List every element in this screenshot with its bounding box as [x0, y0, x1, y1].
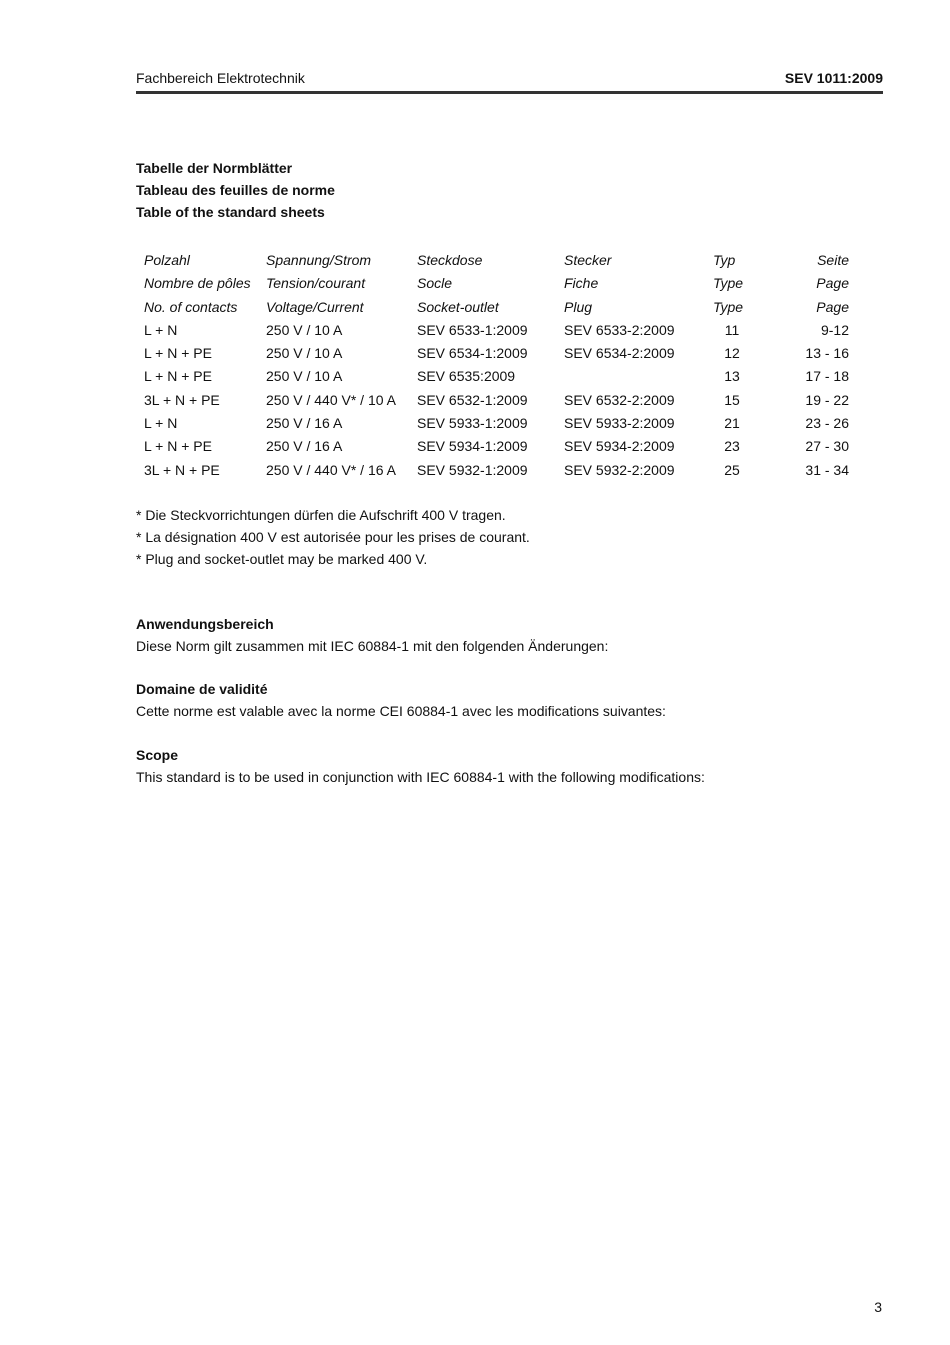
section-text: Diese Norm gilt zusammen mit IEC 60884-1 mit den folgenden Änderungen: [136, 638, 609, 654]
table-cell: 23 [724, 438, 740, 455]
table-cell: SEV 5933-1:2009 [417, 415, 528, 432]
table-cell: 21 [724, 415, 740, 432]
page-number: 3 [874, 1299, 882, 1315]
table-cell: L + N + PE [144, 438, 212, 455]
table-header-row [136, 272, 856, 295]
section-text: This standard is to be used in conjunction with IEC 60884-1 with the following modifications: [136, 769, 705, 785]
table-cell: SEV 6532-1:2009 [417, 391, 528, 408]
table-cell: 250 V / 10 A [266, 368, 343, 385]
table-header-cell: Spannung/Strom [266, 252, 372, 268]
table-cell: SEV 6535:2009 [417, 368, 516, 385]
table-cell: 250 V / 10 A [266, 321, 343, 338]
table-header-cell: Tension/courant [266, 275, 366, 292]
standard-sheets-table [136, 249, 856, 482]
table-cell: L + N + PE [144, 345, 212, 362]
table-cell: SEV 5933-2:2009 [564, 415, 675, 432]
table-cell: 13 - 16 [805, 345, 849, 362]
footnote-english: * Plug and socket-outlet may be marked 400 V. [136, 551, 428, 567]
table-header-cell: Type [713, 275, 744, 292]
table-header-cell: Plug [564, 298, 593, 315]
header-divider [136, 91, 883, 94]
table-row [136, 389, 856, 412]
table-cell: 250 V / 440 V* / 16 A [266, 461, 396, 478]
table-cell: L + N + PE [144, 368, 212, 385]
table-header-cell: Page [816, 298, 849, 315]
footnote-german: * Die Steckvorrichtungen dürfen die Aufschrift 400 V tragen. [136, 507, 506, 523]
table-cell: 17 - 18 [805, 368, 849, 385]
table-header-cell: Fiche [564, 275, 599, 292]
table-cell: 25 [724, 461, 740, 478]
table-header-cell: Stecker [564, 252, 612, 268]
header-document-id: SEV 1011:2009 [784, 70, 883, 86]
table-cell: 15 [724, 391, 740, 408]
table-cell: 11 [724, 321, 740, 338]
section-heading: Scope [136, 747, 179, 763]
table-header-cell: Seite [817, 252, 849, 268]
table-header-cell: Page [816, 275, 849, 292]
table-cell: 250 V / 440 V* / 10 A [266, 391, 396, 408]
table-cell: SEV 6532-2:2009 [564, 391, 675, 408]
section-heading: Anwendungsbereich [136, 616, 274, 632]
section-scope-german [136, 613, 608, 657]
table-cell: 12 [724, 345, 740, 362]
table-header-row [136, 296, 856, 319]
table-header-cell: Typ [713, 252, 736, 268]
title-english: Table of the standard sheets [136, 204, 325, 220]
table-row [136, 319, 856, 342]
table-cell: L + N [144, 415, 178, 432]
table-cell: 13 [724, 368, 740, 385]
footnote-french: * La désignation 400 V est autorisée pour les prises de courant. [136, 529, 530, 545]
table-cell: SEV 6533-1:2009 [417, 321, 528, 338]
table-cell: SEV 5934-2:2009 [564, 438, 675, 455]
table-header-cell: Nombre de pôles [144, 275, 251, 292]
title-french: Tableau des feuilles de norme [136, 182, 335, 198]
footnotes [136, 504, 530, 570]
table-cell: SEV 5932-2:2009 [564, 461, 675, 478]
table-cell: L + N [144, 321, 178, 338]
title-german: Tabelle der Normblätter [136, 160, 293, 176]
table-cell: 3L + N + PE [144, 391, 220, 408]
table-row [136, 412, 856, 435]
table-header-cell: Socle [417, 275, 453, 292]
table-row [136, 459, 856, 482]
table-header-cell: Voltage/Current [266, 298, 364, 315]
section-scope-english [136, 744, 705, 788]
table-cell: 250 V / 16 A [266, 438, 343, 455]
table-header-cell: No. of contacts [144, 298, 238, 315]
table-titles [136, 157, 335, 223]
table-cell: SEV 6533-2:2009 [564, 321, 675, 338]
table-header-cell: Steckdose [417, 252, 483, 268]
table-cell: SEV 6534-1:2009 [417, 345, 528, 362]
table-row [136, 435, 856, 458]
table-cell: 9-12 [820, 321, 849, 338]
table-cell: 3L + N + PE [144, 461, 220, 478]
table-cell: 250 V / 10 A [266, 345, 343, 362]
section-text: Cette norme est valable avec la norme CEI 60884-1 avec les modifications suivantes: [136, 703, 666, 719]
table-header-row [136, 249, 856, 272]
table-cell: 19 - 22 [805, 391, 849, 408]
table-cell: 250 V / 16 A [266, 415, 343, 432]
table-header-cell: Polzahl [144, 252, 190, 268]
header-department: Fachbereich Elektrotechnik [136, 70, 305, 86]
table-cell: SEV 5934-1:2009 [417, 438, 528, 455]
table-cell: SEV 6534-2:2009 [564, 345, 675, 362]
section-scope-french [136, 678, 666, 722]
table-header-cell: Socket-outlet [417, 298, 499, 315]
table-row [136, 342, 856, 365]
table-cell: SEV 5932-1:2009 [417, 461, 528, 478]
table-cell: 27 - 30 [805, 438, 849, 455]
table-cell: 31 - 34 [805, 461, 849, 478]
section-heading: Domaine de validité [136, 681, 268, 697]
table-header-cell: Type [713, 298, 744, 315]
table-row [136, 365, 856, 388]
table-cell: 23 - 26 [805, 415, 849, 432]
